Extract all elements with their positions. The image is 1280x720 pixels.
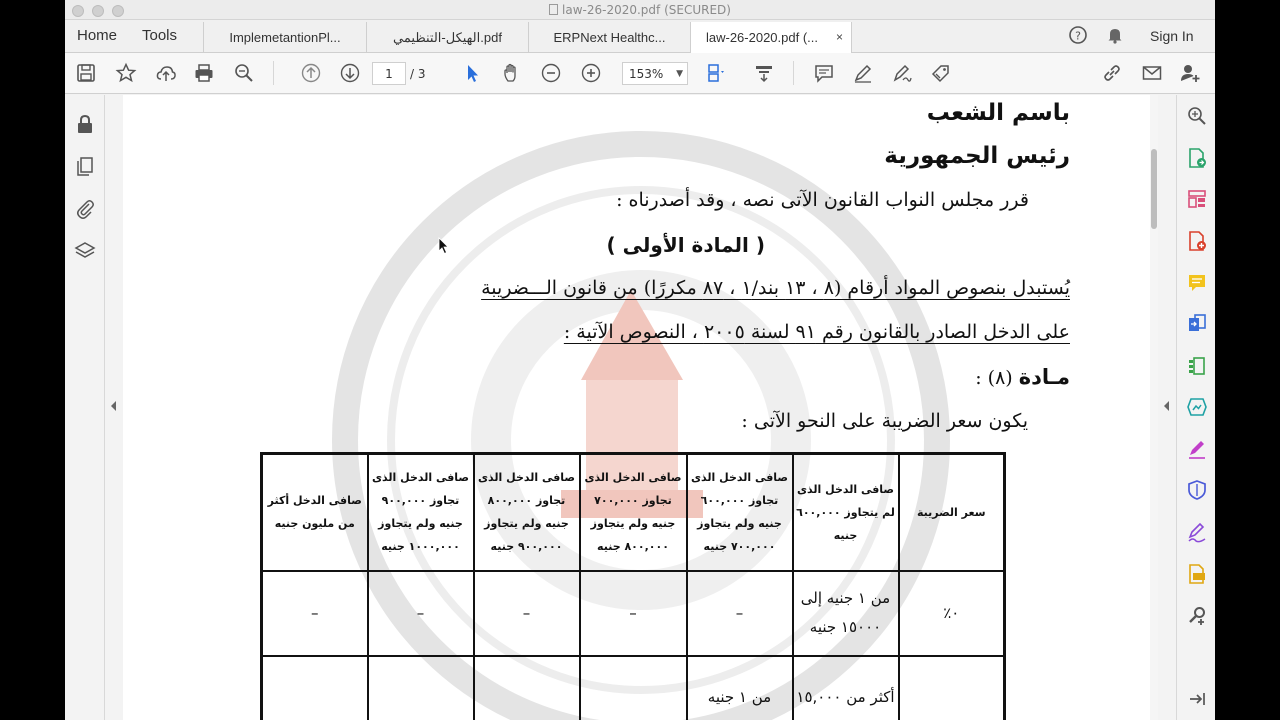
scrollbar-thumb[interactable] — [1151, 149, 1157, 229]
fill-sign-icon[interactable] — [1186, 438, 1208, 460]
tab-erpnext-healthcare[interactable]: ERPNext Healthc... — [528, 22, 690, 53]
enhance-scan-icon[interactable] — [1186, 105, 1208, 127]
edit-pdf-icon[interactable] — [1186, 355, 1208, 377]
comment-tool-icon[interactable] — [1186, 272, 1208, 294]
email-icon[interactable] — [1141, 62, 1163, 84]
add-user-icon[interactable] — [1179, 62, 1201, 84]
close-tab-icon[interactable]: × — [835, 30, 843, 44]
tax-rate-table — [260, 452, 1006, 720]
more-tools-icon[interactable] — [1186, 604, 1208, 626]
page-number-input[interactable]: 1 — [372, 62, 406, 85]
next-page-icon[interactable] — [339, 62, 361, 84]
article-eight-label: مـادة (٨) : — [975, 365, 1070, 389]
table-cell: – — [474, 571, 580, 656]
title-bar — [65, 0, 1215, 20]
tax-rate-intro: يكون سعر الضريبة على النحو الآتى : — [741, 410, 1028, 432]
page-layout-icon[interactable] — [705, 62, 727, 84]
tab-law-26-2020[interactable]: law-26-2020.pdf (... × — [690, 22, 852, 53]
page-thumbnails-icon[interactable] — [74, 155, 96, 177]
table-cell: – — [687, 571, 793, 656]
left-panel-toggle[interactable] — [105, 95, 123, 720]
collapse-pane-icon[interactable] — [1186, 688, 1208, 710]
comment-icon[interactable] — [813, 62, 835, 84]
header-income-bracket-4: صافى الدخل الذى تجاوز ٨٠٠,٠٠٠ جنيه ولم يتجاوز ٩٠٠,٠٠٠ جنيه — [474, 454, 580, 571]
help-icon[interactable] — [1068, 25, 1088, 49]
bookmark-star-icon[interactable] — [115, 62, 137, 84]
zoom-level-select[interactable]: 153% ▼ — [622, 62, 688, 85]
header-income-bracket-5: صافى الدخل الذى تجاوز ٩٠٠,٠٠٠ جنيه ولم يتجاوز ١٠٠٠,٠٠٠ جنيه — [368, 454, 474, 571]
menu-home[interactable]: Home — [77, 27, 118, 44]
table-cell: أكثر من ١٥,٠٠٠ — [793, 656, 899, 720]
vertical-scrollbar[interactable] — [1150, 95, 1158, 720]
document-icon — [549, 4, 558, 15]
paragraph-replacement: يُستبدل بنصوص المواد أرقام (٨ ، ١٣ بند/١ ، ٨٧ مكررًا) من قانون الـــضريبة — [481, 277, 1070, 299]
tab-implementation-plan[interactable]: ImplemetantionPl... — [203, 22, 366, 53]
header-income-bracket-3: صافى الدخل الذى تجاوز ٧٠٠,٠٠٠ جنيه ولم يتجاوز ٨٠٠,٠٠٠ جنيه — [580, 454, 687, 571]
previous-page-icon[interactable] — [300, 62, 322, 84]
document-viewport[interactable] — [123, 95, 1150, 720]
prepare-form-icon[interactable] — [1186, 563, 1208, 585]
chevron-down-icon: ▼ — [676, 69, 683, 79]
table-cell: – — [368, 571, 474, 656]
save-icon[interactable] — [75, 62, 97, 84]
table-row — [262, 656, 1005, 720]
print-icon[interactable] — [193, 62, 215, 84]
page-total: / 3 — [410, 67, 426, 81]
main-toolbar — [65, 53, 1215, 94]
table-cell: ٠٪ — [899, 571, 1005, 656]
pdf-page — [123, 95, 1150, 720]
table-cell — [368, 656, 474, 720]
pdf-viewer-window — [65, 0, 1215, 720]
table-row — [262, 571, 1005, 656]
table-cell: – — [262, 571, 368, 656]
layers-icon[interactable] — [74, 240, 96, 262]
heading-in-the-name-of-the-people: باسم الشعب — [926, 100, 1070, 126]
zoom-out-icon[interactable] — [540, 62, 562, 84]
lock-icon[interactable] — [74, 113, 96, 135]
paragraph-income-tax-law: على الدخل الصادر بالقانون رقم ٩١ لسنة ٢٠٠٥ ، النصوص الآتية : — [563, 321, 1070, 343]
bell-icon[interactable] — [1105, 25, 1125, 49]
header-income-bracket-2: صافى الدخل الذى تجاوز ٦٠٠,٠٠٠ جنيه ولم يتجاوز ٧٠٠,٠٠٠ جنيه — [687, 454, 793, 571]
article-one-heading: ( المادة الأولى ) — [606, 233, 765, 257]
header-income-bracket-6: صافى الدخل أكثر من مليون جنيه — [262, 454, 368, 571]
protect-shield-icon[interactable] — [1186, 479, 1208, 501]
toolbar-separator — [273, 61, 274, 85]
zoom-search-icon[interactable] — [233, 62, 255, 84]
table-cell: من ١ جنيه إلى ١٥٠٠٠ جنيه — [793, 571, 899, 656]
table-cell: من ١ جنيه — [687, 656, 793, 720]
chevron-left-icon — [1163, 400, 1171, 412]
hand-pan-icon[interactable] — [501, 62, 523, 84]
tab-org-structure[interactable]: الهيكل-التنظيمي.pdf — [366, 22, 528, 53]
export-pdf-icon[interactable] — [1186, 147, 1208, 169]
share-link-icon[interactable] — [1101, 62, 1123, 84]
tools-pane — [1176, 95, 1215, 720]
header-income-bracket-1: صافى الدخل الذى لم يتجاوز ٦٠٠,٠٠٠ جنيه — [793, 454, 899, 571]
header-tax-rate: سعر الضريبة — [899, 454, 1005, 571]
export-image-icon[interactable] — [1186, 396, 1208, 418]
upload-cloud-icon[interactable] — [155, 62, 177, 84]
mouse-cursor-icon — [438, 237, 450, 255]
table-cell — [580, 656, 687, 720]
right-panel-toggle[interactable] — [1158, 95, 1176, 720]
table-cell — [262, 656, 368, 720]
create-pdf-icon[interactable] — [1186, 230, 1208, 252]
organize-pages-icon[interactable] — [1186, 188, 1208, 210]
highlight-pen-icon[interactable] — [852, 62, 874, 84]
toolbar-separator — [793, 61, 794, 85]
combine-files-icon[interactable] — [1186, 313, 1208, 335]
tab-bar — [65, 20, 1215, 53]
stamp-icon[interactable] — [930, 62, 952, 84]
window-title: law-26-2020.pdf (SECURED) — [65, 3, 1215, 17]
draw-signature-icon[interactable] — [891, 62, 913, 84]
menu-tools[interactable]: Tools — [142, 27, 178, 44]
send-for-signature-icon[interactable] — [1186, 521, 1208, 543]
left-navigation-rail — [65, 95, 105, 720]
sign-in-link[interactable]: Sign In — [1150, 28, 1194, 44]
table-header-row — [262, 454, 1005, 571]
svg-text:?: ? — [1075, 29, 1081, 43]
table-cell — [899, 656, 1005, 720]
select-cursor-icon[interactable] — [462, 62, 484, 84]
scroll-mode-icon[interactable] — [753, 62, 775, 84]
table-cell: – — [580, 571, 687, 656]
table-cell — [474, 656, 580, 720]
chevron-left-icon — [110, 400, 118, 412]
attachment-paperclip-icon[interactable] — [74, 197, 96, 219]
zoom-in-icon[interactable] — [580, 62, 602, 84]
heading-president: رئيس الجمهورية — [884, 143, 1070, 169]
decree-intro: قرر مجلس النواب القانون الآتى نصه ، وقد أصدرناه : — [616, 189, 1029, 211]
